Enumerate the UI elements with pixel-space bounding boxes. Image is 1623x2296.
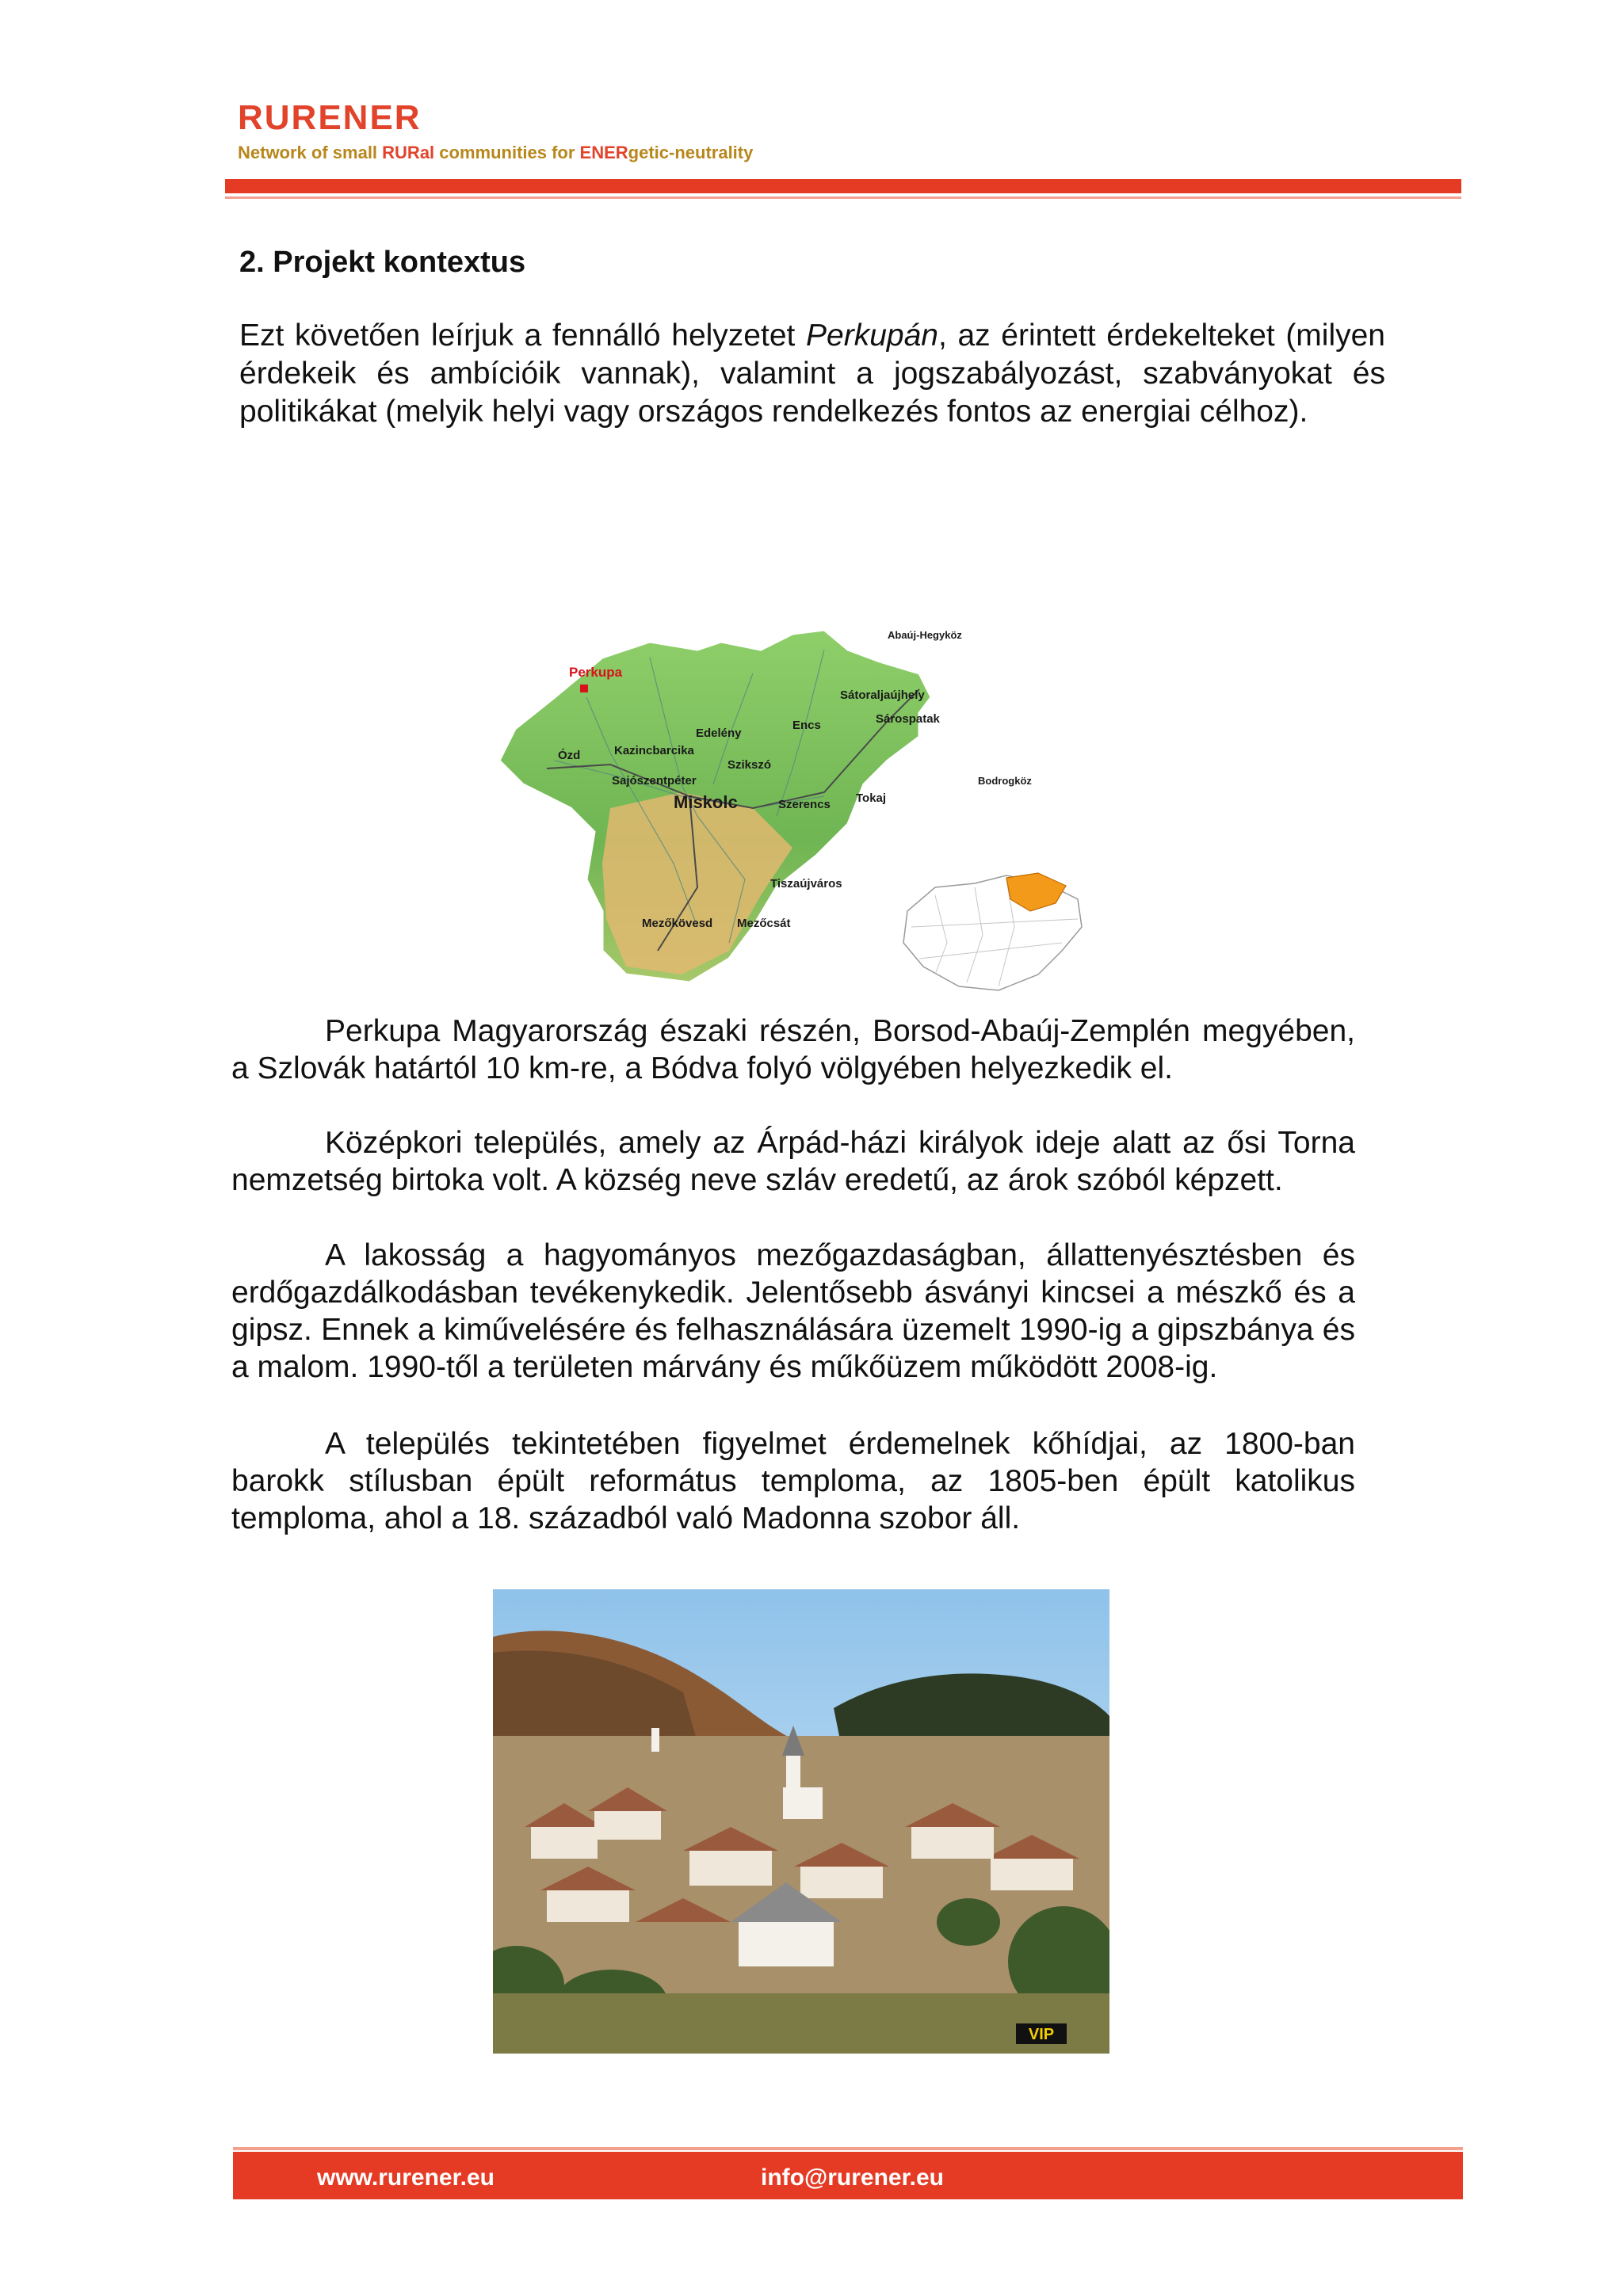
hungary-inset-map: [903, 873, 1082, 990]
logo-sub-part: Network of small: [238, 143, 383, 162]
label-abauj: Abaúj-Hegyköz: [888, 629, 962, 641]
logo-sub-part: communities for: [434, 143, 580, 162]
header-rule: [225, 179, 1461, 193]
body-paragraph-3: A lakosság a hagyományos mezőgazdaságban, állattenyésztésben és erdőgazdálkodásban tevékenykedik. Jelentősebb ásványi kincsei a mészkő és a gipsz. Ennek a kiművelésére és felhasználására üzemelt 1990-ig a gipszbánya és a malom. 1990-től a területen márvány és műkőüzem működött 2008-ig.: [231, 1238, 1355, 1384]
logo-title: RURENER: [238, 98, 422, 137]
label-mezocsat: Mezőcsát: [737, 917, 791, 930]
label-szikszo: Szikszó: [727, 758, 772, 772]
label-bodrogkoz: Bodrogköz: [978, 775, 1032, 787]
photo-watermark: VIP: [1028, 2026, 1055, 2043]
logo-sub-part: getic-neutrality: [628, 143, 754, 162]
village-photo: [493, 1589, 1109, 2054]
body-paragraph-2: Középkori település, amely az Árpád-házi királyok ideje alatt az ősi Torna nemzetség birtoka volt. A község neve szláv eredetű, az árok szóból képzett.: [231, 1126, 1355, 1197]
label-miskolc: Miskolc: [674, 792, 738, 812]
logo-subtitle: [238, 143, 753, 163]
intro-italic-place: Perkupán: [806, 318, 938, 353]
label-edeleny: Edelény: [696, 727, 742, 740]
logo-sub-highlight: RURal: [382, 143, 435, 162]
label-sarospatak: Sárospatak: [876, 712, 940, 726]
label-ozd: Ózd: [558, 749, 581, 762]
county-map: [491, 626, 1094, 1006]
label-kazincbarcika: Kazincbarcika: [614, 744, 694, 757]
label-sajoszentpeter: Sajószentpéter: [612, 774, 697, 788]
section-heading: 2. Projekt kontextus: [239, 246, 526, 279]
footer-rule: [233, 2147, 1463, 2150]
label-tiszaujvaros: Tiszaújváros: [770, 877, 842, 891]
footer-email-link[interactable]: info@rurener.eu: [761, 2164, 944, 2191]
logo-sub-highlight: ENER: [579, 143, 628, 162]
perkupa-marker: [580, 685, 588, 692]
label-satoraljaujhely: Sátoraljaújhely: [840, 688, 925, 702]
footer-website-link[interactable]: www.rurener.eu: [317, 2164, 495, 2191]
body-paragraph-1: Perkupa Magyarország északi részén, Borsod-Abaúj-Zemplén megyében, a Szlovák határtól 10 km-re, a Bódva folyó völgyében helyezkedik el.: [231, 1014, 1355, 1085]
body-paragraph-4: A település tekintetében figyelmet érdemelnek kőhídjai, az 1800-ban barokk stílusban épült református temploma, az 1805-ben épült katolikus temploma, ahol a 18. századból való Madonna szobor áll.: [231, 1427, 1355, 1535]
label-szerencs: Szerencs: [778, 798, 831, 811]
label-perkupa: Perkupa: [569, 665, 623, 680]
header-rule-thin: [225, 196, 1461, 199]
label-encs: Encs: [792, 719, 821, 732]
label-mezokovesd: Mezőkövesd: [642, 917, 713, 930]
intro-paragraph: [239, 317, 1385, 431]
label-tokaj: Tokaj: [856, 791, 887, 805]
intro-text: Ezt követően leírjuk a fennálló helyzetet: [239, 318, 807, 353]
intro-text: , az érintett érdekelteket (milyen érdekeik és ambícióik vannak), valamint a jogszabályozást, szabványokat és politikákat (melyik helyi vagy országos rendelkezés fontos az energiai célhoz).: [239, 318, 1385, 429]
